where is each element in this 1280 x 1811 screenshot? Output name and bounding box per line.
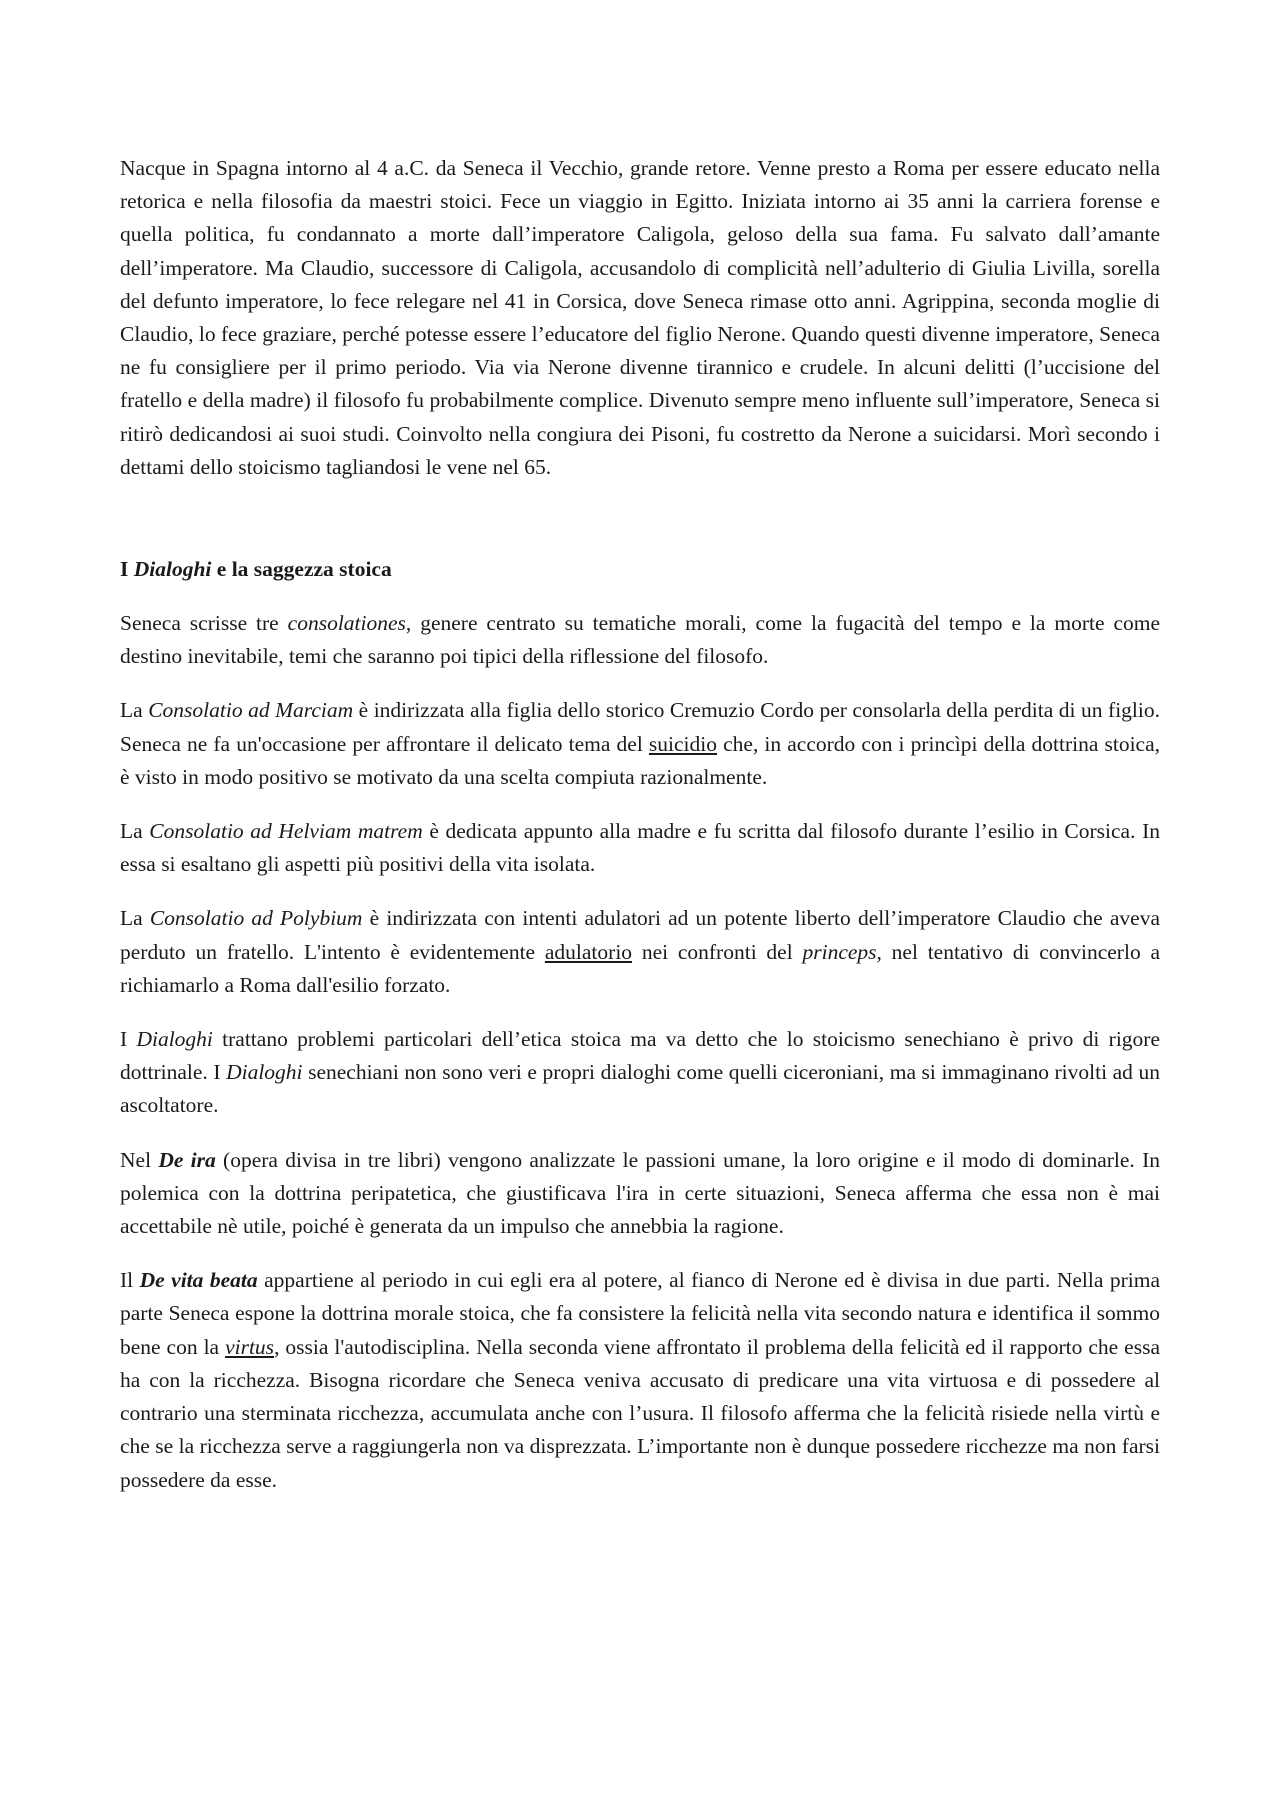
paragraph-ad-polybium: La Consolatio ad Polybium è indirizzata con intenti adulatori ad un potente liberto dell’imperatore Claudio che aveva perduto un fratello. L'intento è evidentemente adulatorio nei confronti del princeps, nel tentativo di convincerlo a richiamarlo a Roma dall'esilio forzato. (120, 906, 1161, 997)
link-virtus[interactable]: virtus (225, 1334, 275, 1359)
biography-paragraph: Nacque in Spagna intorno al 4 a.C. da Seneca il Vecchio, grande retore. Venne presto a Roma per essere educato nella retorica e nella filosofia da maestri stoici. Fece un viaggio in Egitto. Iniziata intorno ai 35 anni la carriera forense e quella politica, fu condannato a morte dall’imperatore Caligola, geloso della sua fama. Fu salvato dall’amante dell’imperatore. Ma Claudio, successore di Caligola, accusandolo di complicità nell’adulterio di Giulia Livilla, sorella del defunto imperatore, lo fece relegare nel 41 in Corsica, dove Seneca rimase otto anni. Agrippina, seconda moglie di Claudio, lo fece graziare, perché potesse essere l’educatore del figlio Nerone. Quando questi divenne imperatore, Seneca ne fu consigliere per il primo periodo. Via via Nerone divenne tirannico e crudele. In alcuni delitti (l’uccisione del fratello e della madre) il filosofo fu probabilmente complice. Divenuto sempre meno influente sull’imperatore, Seneca si ritirò dedicandosi ai suoi studi. Coinvolto nella congiura dei Pisoni, fu costretto da Nerone a suicidarsi. Morì secondo i dettami dello stoicismo tagliandosi le vene nel 65. (120, 156, 1160, 479)
paragraph-ad-marciam: La Consolatio ad Marciam è indirizzata alla figlia dello storico Cremuzio Cordo per consolarla della perdita di un figlio. Seneca ne fa un'occasione per affrontare il delicato tema del suicidio che, in accordo con i princìpi della dottrina stoica, è visto in modo positivo se motivato da una scelta compiuta razionalmente. (120, 698, 1161, 789)
document-page (120, 152, 1160, 1518)
paragraph-consolationes: Seneca scrisse tre consolationes, genere centrato su tematiche morali, come la fugacità del tempo e la morte come destino inevitabile, temi che saranno poi tipici della riflessione del filosofo. (120, 611, 1160, 669)
paragraph-ad-helviam: La Consolatio ad Helviam matrem è dedicata appunto alla madre e fu scritta dal filosofo durante l’esilio in Corsica. In essa si esaltano gli aspetti più positivi della vita isolata. (120, 819, 1160, 877)
link-adulatorio[interactable]: adulatorio (544, 939, 633, 964)
paragraph-de-vita-beata: Il De vita beata appartiene al periodo in cui egli era al potere, al fianco di Nerone ed è divisa in due parti. Nella prima parte Seneca espone la dottrina morale stoica, che fa consistere la felicità nella vita secondo natura e identifica il sommo bene con la virtus, ossia l'autodisciplina. Nella seconda viene affrontato il problema della felicità ed il rapporto che essa ha con la ricchezza. Bisogna ricordare che Seneca veniva accusato di predicare una vita virtuosa e di possedere al contrario una sterminata ricchezza, accumulata anche con l’usura. Il filosofo afferma che la felicità risiede nella virtù e che se la ricchezza serve a raggiungerla non va disprezzata. L’importante non è dunque possedere ricchezze ma non farsi possedere da esse. (120, 1268, 1160, 1492)
paragraph-dialoghi: I Dialoghi trattano problemi particolari dell’etica stoica ma va detto che lo stoicismo senechiano è privo di rigore dottrinale. I Dialoghi senechiani non sono veri e propri dialoghi come quelli ciceroniani, ma si immaginano rivolti ad un ascoltatore. (120, 1027, 1160, 1118)
paragraph-de-ira: Nel De ira (opera divisa in tre libri) vengono analizzate le passioni umane, la loro origine e il modo di dominarle. In polemica con la dottrina peripatetica, che giustificava l'ira in certe situazioni, Seneca afferma che essa non è mai accettabile nè utile, poiché è generata da un impulso che annebbia la ragione. (120, 1147, 1160, 1239)
section-heading: I Dialoghi e la saggezza stoica (120, 557, 392, 582)
link-suicidio[interactable]: suicidio (648, 731, 718, 756)
heading-italic-title: Dialoghi (133, 557, 212, 582)
